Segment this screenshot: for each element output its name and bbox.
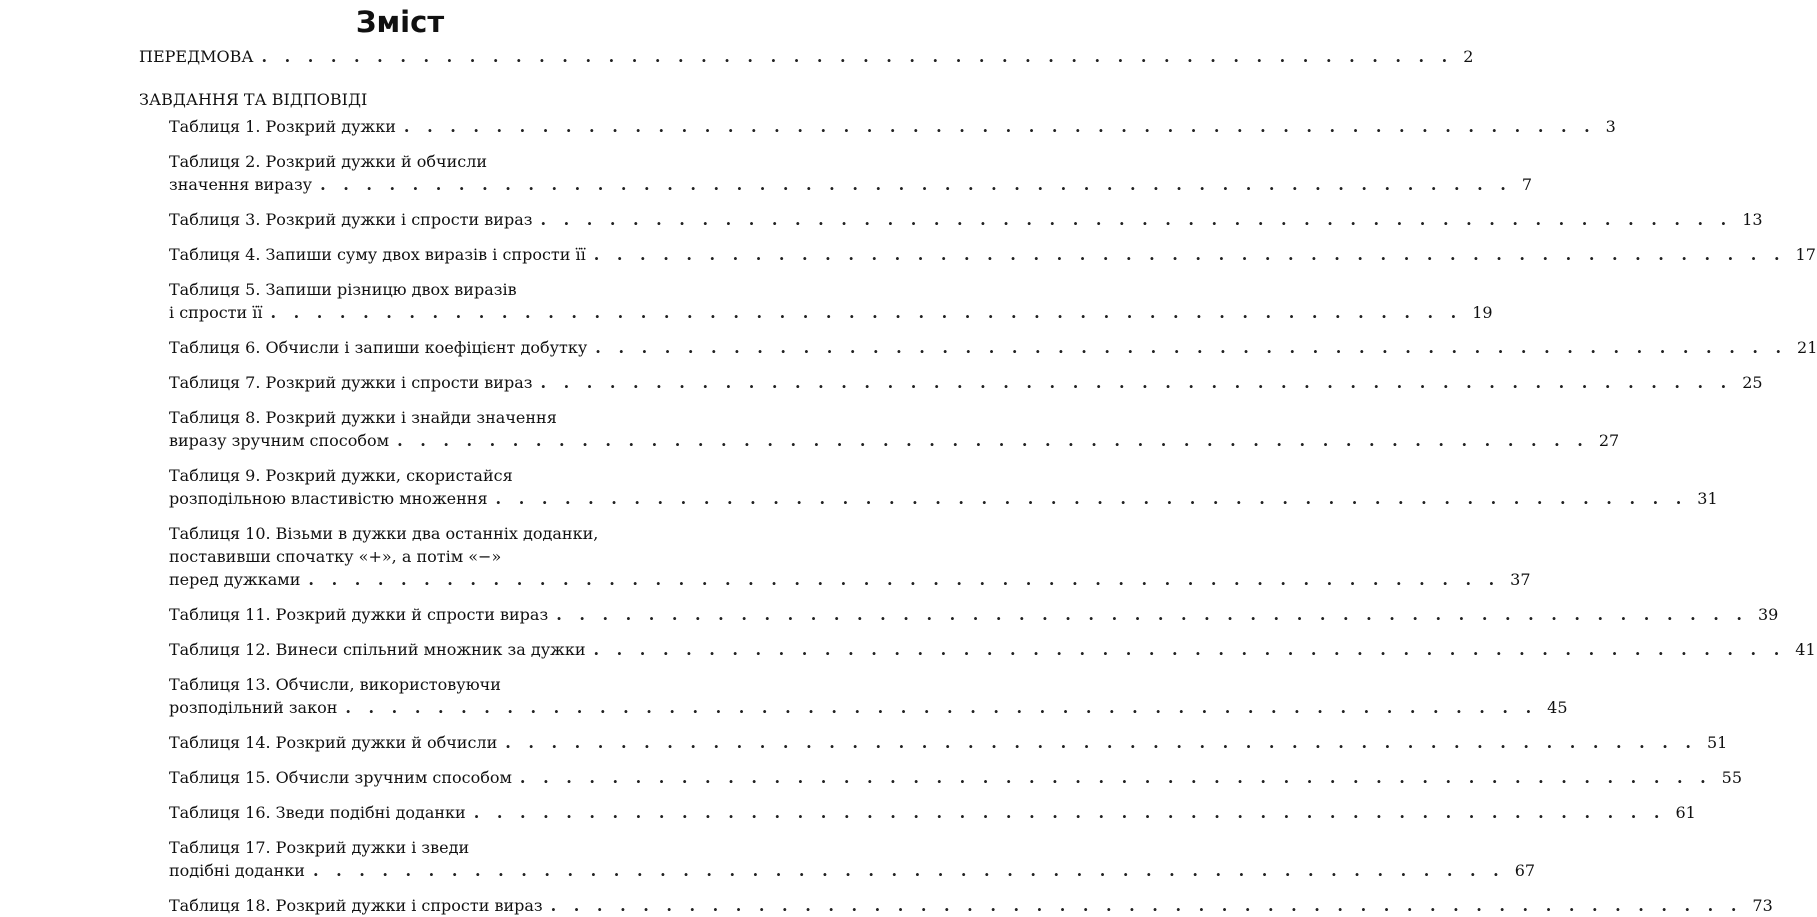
toc-entry-line[interactable] xyxy=(169,837,654,859)
dot-leader: . . . . . . . . . . . . . . . . . . . . . . . . . . . . . . . . . . . . . . . . . . . . . . . . . . . . xyxy=(519,768,1712,787)
dot-leader: . . . . . . . . . . . . . . . . . . . . . . . . . . . . . . . . . . . . . . . . . . . . . . . . . . . . xyxy=(320,175,1512,194)
section-label: ЗАВДАННЯ ТА ВІДПОВІДІ xyxy=(139,90,368,109)
dot-leader: . . . . . . . . . . . . . . . . . . . . . . . . . . . . . . . . . . . . . . . . . . . . . . . . . . . . xyxy=(403,117,1596,136)
dot-leader: . . . . . . . . . . . . . . . . . . . . . . . . . . . . . . . . . . . . . . . . . . . . . . . . . . . . xyxy=(308,570,1501,589)
toc-entry-label: розподільною властивістю множення xyxy=(169,489,488,508)
dot-leader: . . . . . . . . . . . . . . . . . . . . . . . . . . . . . . . . . . . . . . . . . . . . . . . . . . . . xyxy=(540,373,1733,392)
toc-page-number: 19 xyxy=(1472,303,1493,322)
dot-leader: . . . . . . . . . . . . . . . . . . . . . . . . . . . . . . . . . . . . . . . . . . . . . . . . . . . . xyxy=(505,733,1697,752)
toc-page-number: 2 xyxy=(1463,47,1474,66)
toc-page-number: 3 xyxy=(1605,117,1616,136)
toc-entry-line[interactable] xyxy=(169,244,1816,266)
toc-entry-label: поставивши спочатку «+», а потім «−» xyxy=(169,547,502,566)
toc-entry-label: Таблиця 15. Обчисли зручним способом xyxy=(169,768,512,787)
toc-entry-label: Таблиця 4. Запиши суму двох виразів і спрости її xyxy=(169,245,586,264)
dot-leader: . . . . . . . . . . . . . . . . . . . . . . . . . . . . . . . . . . . . . . . . . . . . . . . . . . . . xyxy=(270,303,1463,322)
toc-entry-label: Таблиця 18. Розкрий дужки і спрости вираз xyxy=(169,896,543,915)
toc-entry-line[interactable] xyxy=(169,895,1773,917)
dot-leader: . . . . . . . . . . . . . . . . . . . . . . . . . . . . . . . . . . . . . . . . . . . . . . . . . . . . xyxy=(312,861,1505,880)
toc-entry-label: подібні доданки xyxy=(169,861,305,880)
toc-section-heading xyxy=(139,89,367,111)
dot-leader: . . . . . . . . . . . . . . . . . . . . . . . . . . . . . . . . . . . . . . . . . . . . . . . . . . . . xyxy=(593,640,1786,659)
toc-entry-label: і спрости її xyxy=(169,303,263,322)
toc-entry-line[interactable] xyxy=(169,860,1536,882)
dot-leader: . . . . . . . . . . . . . . . . . . . . . . . . . . . . . . . . . . . . . . . . . . . . . . . . . . . . xyxy=(473,803,1666,822)
toc-entry-label: Таблиця 7. Розкрий дужки і спрости вираз xyxy=(169,373,533,392)
dot-leader: . . . . . . . . . . . . . . . . . . . . . . . . . . . . . . . . . . . . . . . . . . . . . . . . . . . . xyxy=(345,698,1538,717)
toc-entry-line[interactable] xyxy=(169,488,1718,510)
dot-leader: . . . . . . . . . . . . . . . . . . . . . . . . . . . . . . . . . . . . . . . . . . . . . . . . . . . . xyxy=(397,431,1589,450)
toc-entry-line[interactable] xyxy=(169,767,1743,789)
toc-entry-label: Таблиця 13. Обчисли, використовуючи xyxy=(169,675,501,694)
toc-entry-label: Таблиця 9. Розкрий дужки, скористайся xyxy=(169,466,513,485)
toc-entry-line[interactable] xyxy=(169,116,1616,138)
dot-leader: . . . . . . . . . . . . . . . . . . . . . . . . . . . . . . . . . . . . . . . . . . . . . . . . . . . . xyxy=(540,210,1733,229)
toc-entry-label: Таблиця 17. Розкрий дужки і зведи xyxy=(169,838,470,857)
toc-entry-label: Таблиця 1. Розкрий дужки xyxy=(169,117,396,136)
toc-page-number: 73 xyxy=(1752,896,1773,915)
toc-entry-preface[interactable] xyxy=(139,46,1474,68)
toc-page-number: 21 xyxy=(1797,338,1817,357)
toc-page-number: 67 xyxy=(1514,861,1536,880)
toc-entry-line[interactable] xyxy=(169,569,1531,591)
toc-entry-line[interactable] xyxy=(169,697,1568,719)
toc-entry-label: Таблиця 12. Винеси спільний множник за дужки xyxy=(169,640,586,659)
toc-entry-label: Таблиця 5. Запиши різницю двох виразів xyxy=(169,280,517,299)
toc-entry-line[interactable] xyxy=(169,151,654,173)
toc-entry-line[interactable] xyxy=(169,639,1816,661)
toc-entry-line[interactable] xyxy=(169,279,654,301)
toc-page-number: 27 xyxy=(1598,431,1620,450)
toc-page-number: 61 xyxy=(1675,803,1696,822)
dot-leader: . . . . . . . . . . . . . . . . . . . . . . . . . . . . . . . . . . . . . . . . . . . . . . . . . . . . xyxy=(550,896,1743,915)
toc-page-number: 25 xyxy=(1742,373,1763,392)
toc-entry-label: значення виразу xyxy=(169,175,313,194)
toc-entry-label: перед дужками xyxy=(169,570,301,589)
toc-entry-label: Таблиця 16. Зведи подібні доданки xyxy=(169,803,466,822)
dot-leader: . . . . . . . . . . . . . . . . . . . . . . . . . . . . . . . . . . . . . . . . . . . . . . . . . . . . xyxy=(261,47,1454,66)
toc-entry-label: Таблиця 6. Обчисли і запиши коефіцієнт добутку xyxy=(169,338,588,357)
toc-entry-line[interactable] xyxy=(169,523,654,545)
toc-entry-line[interactable] xyxy=(169,337,1817,359)
toc-entry-line[interactable] xyxy=(169,430,1620,452)
toc-entry-label: виразу зручним способом xyxy=(169,431,390,450)
toc-entry-line[interactable] xyxy=(169,732,1728,754)
toc-page-number: 17 xyxy=(1795,245,1816,264)
toc-page-number: 31 xyxy=(1697,489,1718,508)
dot-leader: . . . . . . . . . . . . . . . . . . . . . . . . . . . . . . . . . . . . . . . . . . . . . . . . . . . . xyxy=(593,245,1786,264)
toc-entry-line[interactable] xyxy=(169,407,654,429)
toc-entry-label: Таблиця 8. Розкрий дужки і знайди значення xyxy=(169,408,557,427)
toc-entry-line[interactable] xyxy=(169,465,654,487)
toc-entry-label: Таблиця 3. Розкрий дужки і спрости вираз xyxy=(169,210,533,229)
toc-page-number: 39 xyxy=(1757,605,1779,624)
toc-entry-line[interactable] xyxy=(169,372,1763,394)
toc-entry-label: Таблиця 11. Розкрий дужки й спрости вираз xyxy=(169,605,549,624)
toc-entry-line[interactable] xyxy=(169,604,1779,626)
toc-entry-line[interactable] xyxy=(169,302,1493,324)
dot-leader: . . . . . . . . . . . . . . . . . . . . . . . . . . . . . . . . . . . . . . . . . . . . . . . . . . . . xyxy=(556,605,1748,624)
toc-page-number: 41 xyxy=(1795,640,1816,659)
toc-entry-label: ПЕРЕДМОВА xyxy=(139,47,254,66)
dot-leader: . . . . . . . . . . . . . . . . . . . . . . . . . . . . . . . . . . . . . . . . . . . . . . . . . . . . xyxy=(595,338,1788,357)
toc-entry-line[interactable] xyxy=(169,674,654,696)
toc-entry-line[interactable] xyxy=(169,546,654,568)
toc-entry-label: Таблиця 10. Візьми в дужки два останніх доданки, xyxy=(169,524,599,543)
dot-leader: . . . . . . . . . . . . . . . . . . . . . . . . . . . . . . . . . . . . . . . . . . . . . . . . . . . . xyxy=(495,489,1688,508)
toc-page-number: 37 xyxy=(1510,570,1531,589)
toc-entry-label: Таблиця 14. Розкрий дужки й обчисли xyxy=(169,733,498,752)
toc-page-number: 51 xyxy=(1706,733,1728,752)
toc-entry-label: Таблиця 2. Розкрий дужки й обчисли xyxy=(169,152,488,171)
toc-page-number: 45 xyxy=(1547,698,1568,717)
toc-entry-line[interactable] xyxy=(169,209,1763,231)
page-title: Зміст xyxy=(355,5,445,39)
toc-page-number: 13 xyxy=(1742,210,1763,229)
toc-page-number: 7 xyxy=(1521,175,1533,194)
toc-entry-label: розподільний закон xyxy=(169,698,338,717)
toc-entry-line[interactable] xyxy=(169,174,1533,196)
toc-entry-line[interactable] xyxy=(169,802,1696,824)
toc-page-number: 55 xyxy=(1721,768,1743,787)
